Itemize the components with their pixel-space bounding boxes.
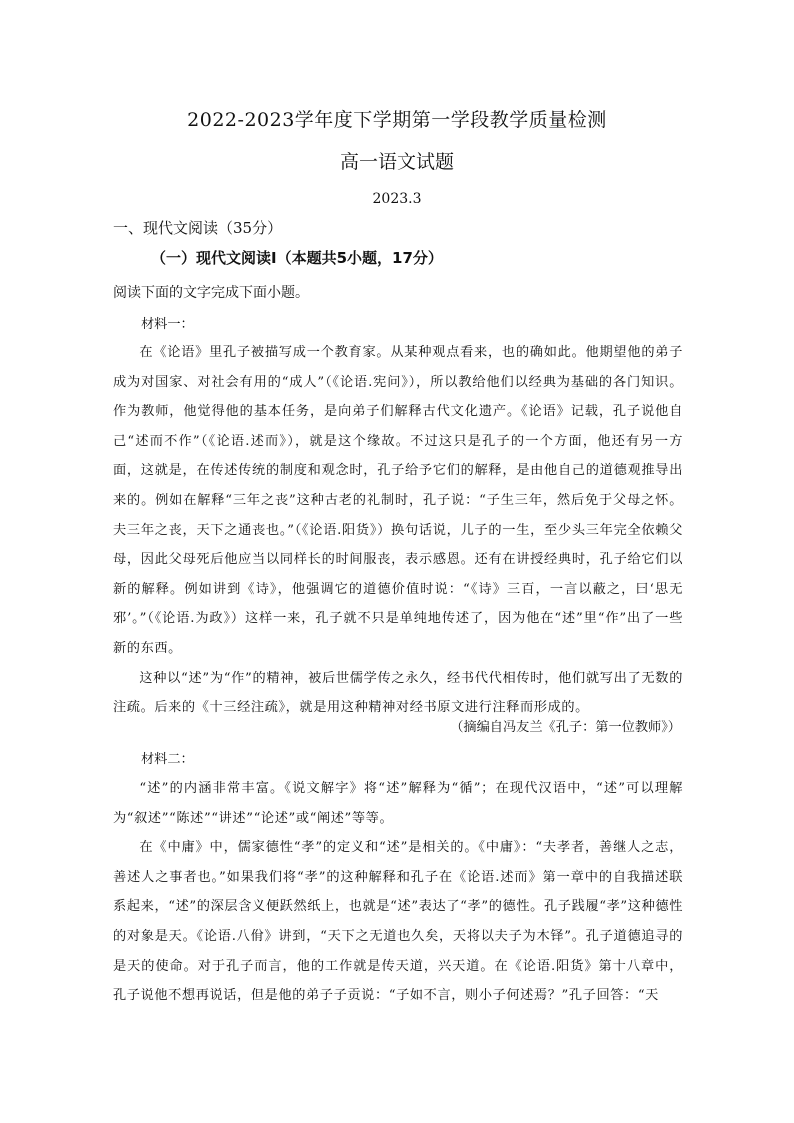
- material2-paragraph: “述”的内涵非常丰富。《说文解字》将“述”解释为“循”；在现代汉语中，“述”可以理解为“叙述”“陈述”“讲述”“论述”或“阐述”等等。: [113, 781, 683, 826]
- material1-source: （摘编自冯友兰《孔子：第一位教师》）: [450, 720, 681, 735]
- material1-label: 材料一：: [141, 317, 194, 332]
- exam-subtitle: 高一语文试题: [339, 151, 454, 173]
- material2-paragraph: 在《中庸》中，儒家德性“孝”的定义和“述”是相关的。《中庸》：“夫孝者，善继人之志，善述人之事者也。”如果我们将“孝”的这种解释和孔子在《论语.述而》第一章中的自我描述联系起来，“述”的深层含义便跃然纸上，也就是“述”表达了“孝”的德性。孔子践履“孝”这种德性的对象是天。《论语.八佾》讲到，“天下之无道也久矣，天将以夫子为木铎”。孔子道德追寻的是天的使命。对于孔子而言，他的工作就是传天道，兴天道。在《论语.阳货》第十八章中，孔子说他不想再说话，但是他的弟子子贡说：“子如不言，则小子何述焉？”孔子回答：“天: [113, 840, 683, 1004]
- exam-date: 2023.3: [372, 191, 422, 207]
- reading-instruction: 阅读下面的文字完成下面小题。: [113, 285, 309, 301]
- material1-paragraph: 这种以“述”为“作”的精神，被后世儒学传之永久，经书代代相传时，他们就写出了无数的注疏。后来的《十三经注疏》，就是用这种精神对经书原文进行注释而形成的。: [113, 670, 683, 716]
- material1-body: [113, 338, 683, 723]
- material2-body: [113, 774, 683, 1011]
- section-heading-part1-sub: （一）现代文阅读Ⅰ（本题共5小题，17分）: [151, 249, 443, 267]
- section-heading-part1: 一、现代文阅读（35分）: [113, 219, 283, 237]
- exam-title: 2022-2023学年度下学期第一学段教学质量检测: [187, 109, 607, 131]
- material1-paragraph: 在《论语》里孔子被描写成一个教育家。从某种观点看来，也的确如此。他期望他的弟子成为对国家、对社会有用的“成人”（《论语.宪问》），所以教给他们以经典为基础的各门知识。作为教师，他觉得他的基本任务，是向弟子们解释古代文化遗产。《论语》记载，孔子说他自己“述而不作”（《论语.述而》），就是这个缘故。不过这只是孔子的一个方面，他还有另一方面，这就是，在传述传统的制度和观念时，孔子给予它们的解释，是由他自己的道德观推导出来的。例如在解释“三年之丧”这种古老的礼制时，孔子说：“子生三年，然后免于父母之怀。夫三年之丧，天下之通丧也。”（《论语.阳货》）换句话说，儿子的一生，至少头三年完全依赖父母，因此父母死后他应当以同样长的时间服丧，表示感恩。还有在讲授经典时，孔子给它们以新的解释。例如讲到《诗》，他强调它的道德价值时说：“《诗》三百，一言以蔽之，曰‘思无邪’。”（《论语.为政》）这样一来，孔子就不只是单纯地传述了，因为他在“述”里“作”出了一些新的东西。: [113, 345, 683, 656]
- material2-label: 材料二：: [141, 752, 194, 767]
